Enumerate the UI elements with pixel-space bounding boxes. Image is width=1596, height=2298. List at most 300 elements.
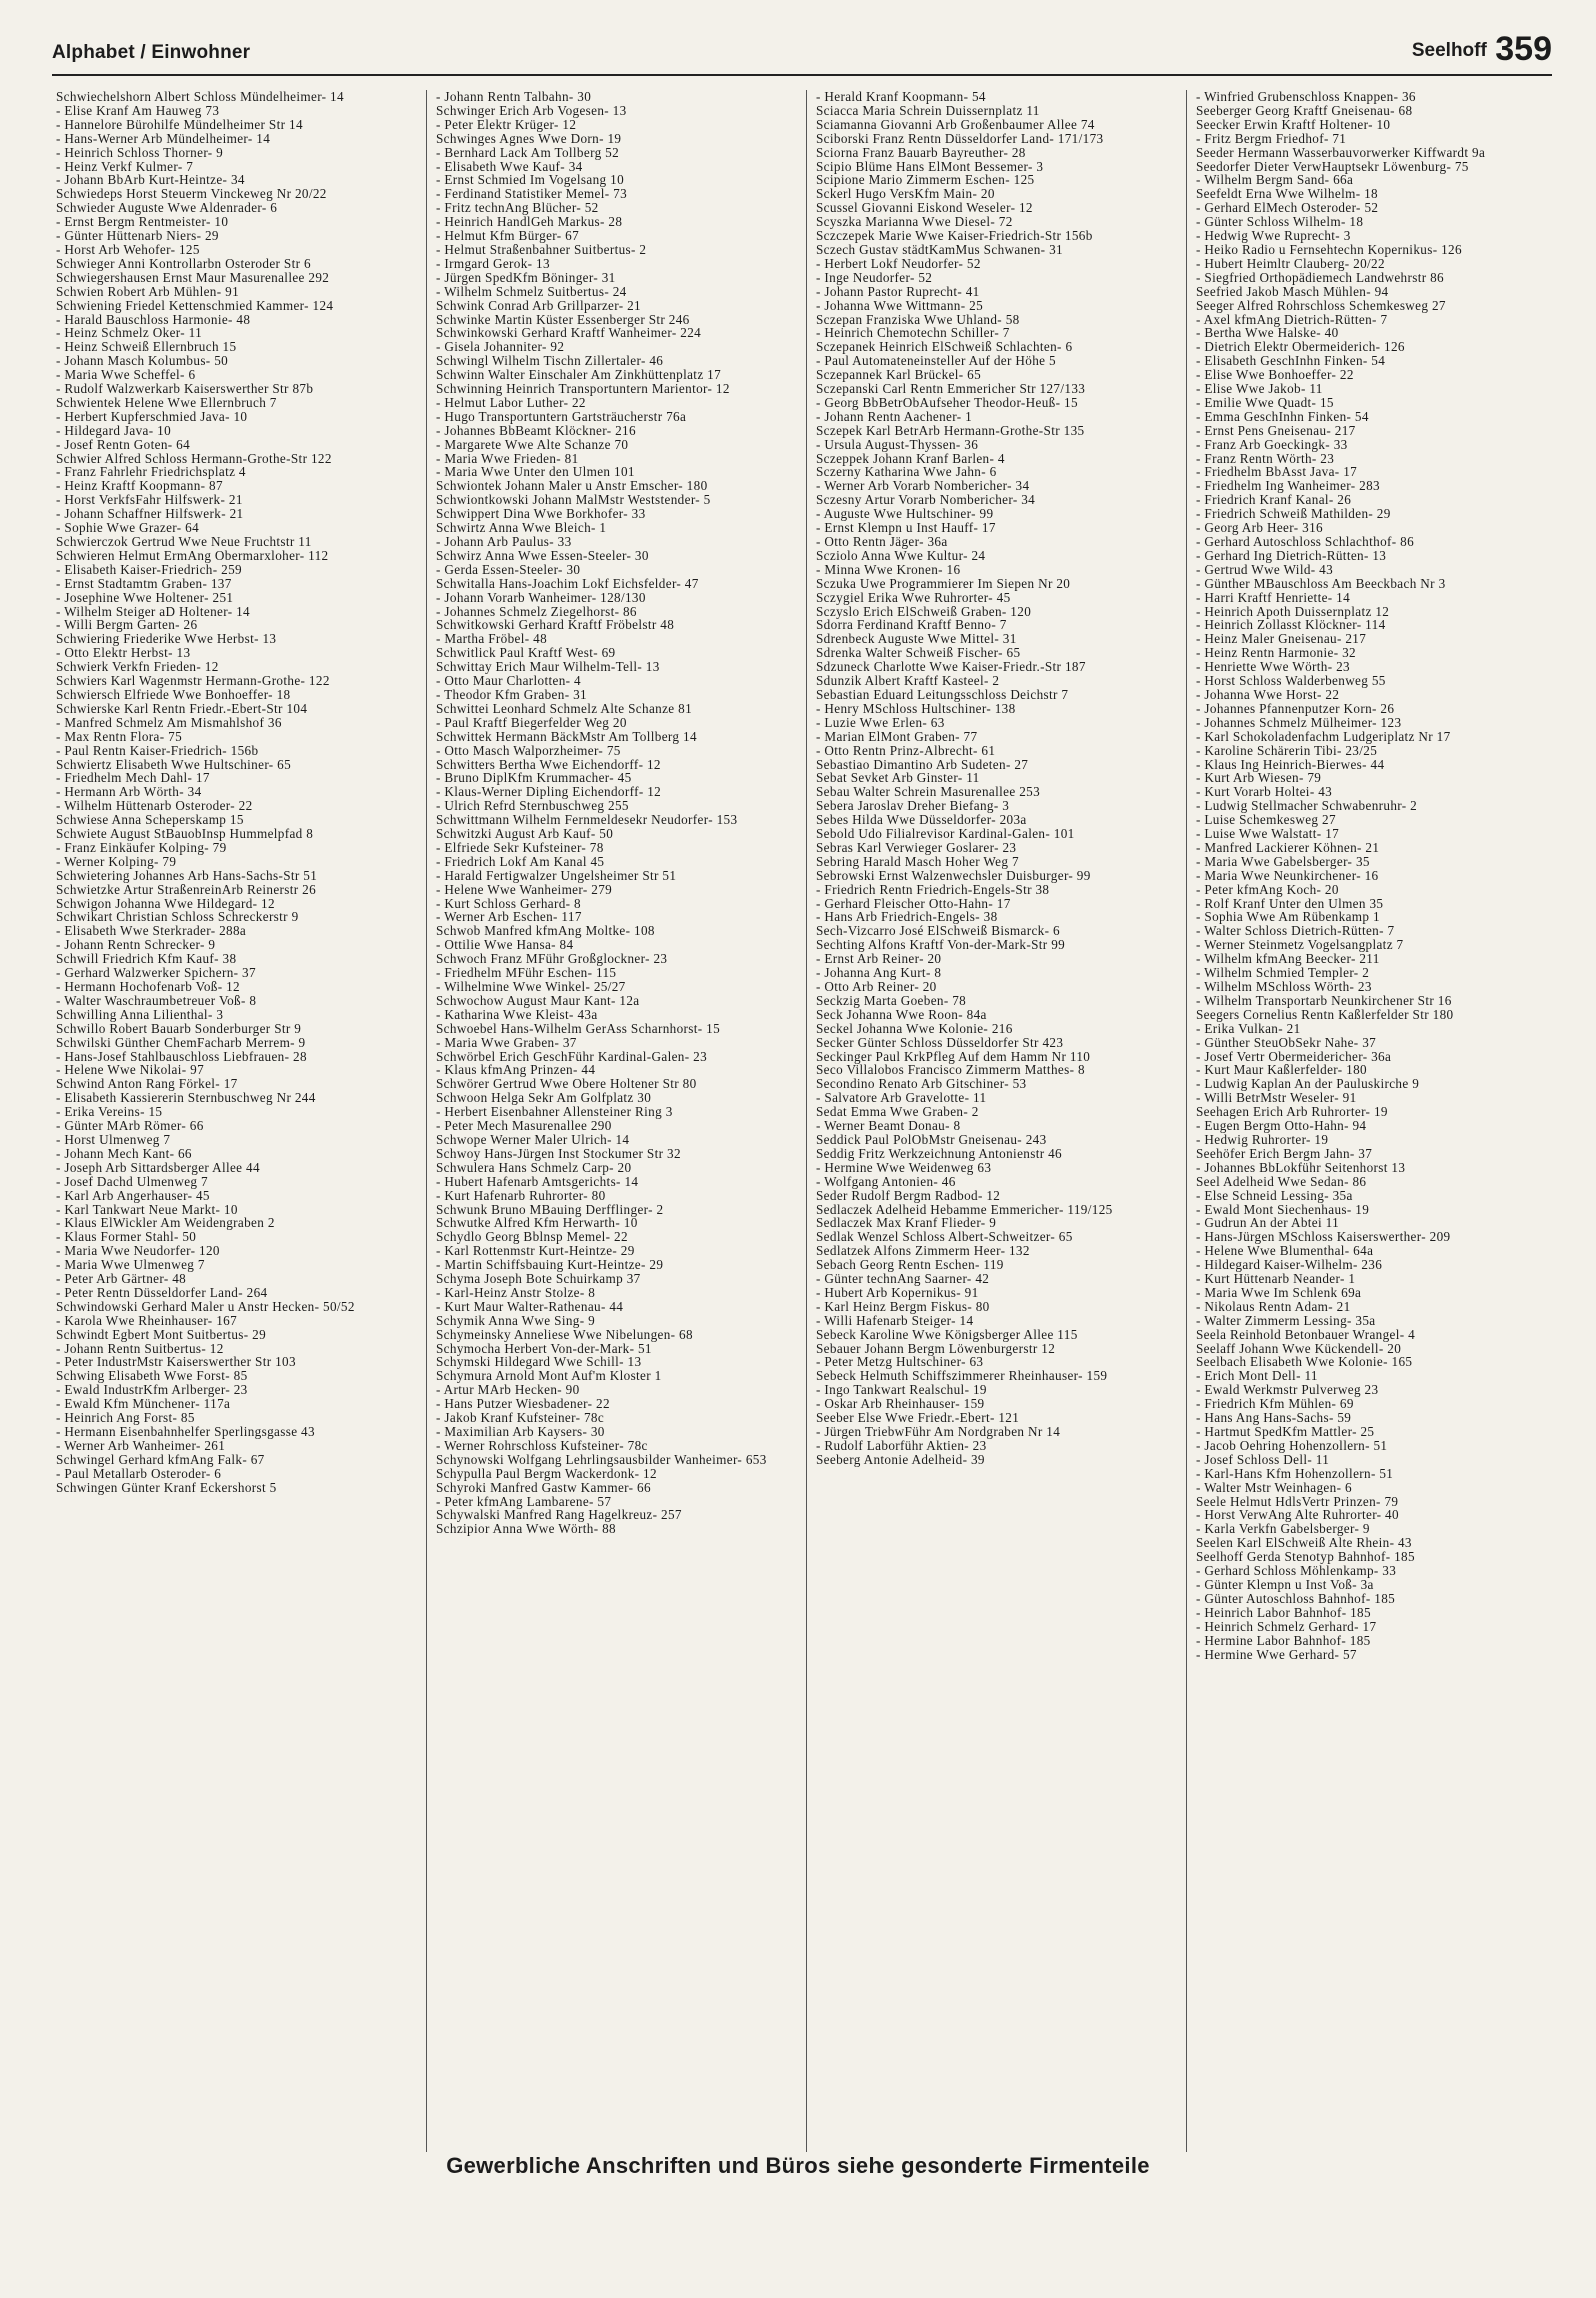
- directory-entry: - Josef Schloss Dell- 11: [1196, 1451, 1330, 1467]
- directory-entry: - Paul Kraftf Biegerfelder Weg 20: [436, 714, 627, 730]
- directory-entry: - Franz Rentn Wörth- 23: [1196, 450, 1335, 466]
- directory-entry: Schwierske Karl Rentn Friedr.-Ebert-Str 104: [56, 700, 308, 716]
- directory-entry: Scyszka Marianna Wwe Diesel- 72: [816, 214, 1013, 230]
- directory-entry: - Siegfried Orthopädiemech Landwehrstr 86: [1196, 269, 1444, 285]
- directory-entry: - Ewald Mont Siechenhaus- 19: [1196, 1201, 1370, 1217]
- header-rule: [52, 74, 1552, 76]
- directory-entry: Schywalski Manfred Rang Hagelkreuz- 257: [436, 1507, 682, 1523]
- directory-entry: - Bruno DiplKfm Krummacher- 45: [436, 770, 632, 786]
- directory-entry: Sczesny Artur Vorarb Nombericher- 34: [816, 492, 1036, 508]
- directory-entry: Schwinger Erich Arb Vogesen- 13: [436, 102, 627, 118]
- directory-entry: - Karola Wwe Rheinhauser- 167: [56, 1312, 238, 1328]
- directory-entry: Schwiechelshorn Albert Schloss Mündelheimer- 14: [56, 90, 344, 104]
- directory-entry: - Werner Beamt Donau- 8: [816, 1118, 961, 1134]
- directory-entry: - Elisabeth Kaiser-Friedrich- 259: [56, 561, 242, 577]
- directory-entry: Schwiersch Elfriede Wwe Bonhoeffer- 18: [56, 686, 291, 702]
- directory-entry: - Friedrich Schweiß Mathilden- 29: [1196, 506, 1391, 522]
- directory-entry: Sciborski Franz Rentn Düsseldorfer Land- 171/173: [816, 130, 1104, 146]
- directory-entry: - Peter IndustrMstr Kaiserswerther Str 103: [56, 1354, 296, 1370]
- directory-entry: Seeger Alfred Rohrschloss Schemkesweg 27: [1196, 297, 1446, 313]
- directory-entry: Schwinkowski Gerhard Kraftf Wanheimer- 224: [436, 325, 702, 341]
- directory-entry: Sczeppek Johann Kranf Barlen- 4: [816, 450, 1005, 466]
- directory-entry: Schwietzke Artur StraßenreinArb Reinerstr 26: [56, 881, 317, 897]
- directory-entry: - Friedhelm Ing Wanheimer- 283: [1196, 478, 1380, 494]
- directory-entry: - Karl Schokoladenfachm Ludgeriplatz Nr 17: [1196, 728, 1451, 744]
- directory-entry: - Otto Masch Walporzheimer- 75: [436, 742, 621, 758]
- directory-column-1: [56, 90, 418, 2152]
- directory-entry: - Heinrich Apoth Duissernplatz 12: [1196, 603, 1390, 619]
- directory-entry: - Fritz Bergm Friedhof- 71: [1196, 130, 1347, 146]
- directory-entry: Sczepannek Karl Brückel- 65: [816, 367, 982, 383]
- directory-entry: - Maximilian Arb Kaysers- 30: [436, 1424, 605, 1439]
- directory-entry: Schwieger Anni Kontrollarbn Osteroder Str 6: [56, 255, 311, 271]
- directory-entry: - Ernst Arb Reiner- 20: [816, 951, 942, 967]
- directory-entry: - Georg BbBetrObAufseher Theodor-Heuß- 15: [816, 394, 1078, 410]
- directory-entry: Schwochow August Maur Kant- 12a: [436, 992, 640, 1008]
- directory-entry: - Erich Mont Dell- 11: [1196, 1368, 1318, 1384]
- directory-entry: - Wilhelm kfmAng Beecker- 211: [1196, 951, 1380, 967]
- directory-entry: Secondino Renato Arb Gitschiner- 53: [816, 1076, 1027, 1092]
- directory-entry: - Kurt Maur Kaßlerfelder- 180: [1196, 1062, 1368, 1078]
- directory-entry: - Wilhelmine Wwe Winkel- 25/27: [436, 979, 626, 994]
- directory-entry: Schwindt Egbert Mont Suitbertus- 29: [56, 1326, 267, 1342]
- directory-entry: - Johann Arb Paulus- 33: [436, 534, 572, 549]
- directory-entry: - Gisela Johanniter- 92: [436, 339, 565, 355]
- directory-entry: - Walter Mstr Weinhagen- 6: [1196, 1479, 1352, 1495]
- directory-entry: - Heinrich Chemotechn Schiller- 7: [816, 325, 1010, 341]
- directory-entry: Sciacca Maria Schrein Duissernplatz 11: [816, 102, 1040, 118]
- directory-entry: Seehagen Erich Arb Ruhrorter- 19: [1196, 1104, 1388, 1120]
- directory-entry: - Heinz Maler Gneisenau- 217: [1196, 631, 1367, 647]
- directory-entry: - Friedrich Rentn Friedrich-Engels-Str 38: [816, 881, 1050, 897]
- directory-entry: - Günter Hüttenarb Niers- 29: [56, 228, 219, 244]
- directory-entry: Schwien Robert Arb Mühlen- 91: [56, 283, 240, 299]
- directory-entry: - Gerhard Autoschloss Schlachthof- 86: [1196, 534, 1415, 549]
- directory-entry: - Friedhelm Mech Dahl- 17: [56, 770, 210, 786]
- directory-entry: - Helmut Straßenbahner Suitbertus- 2: [436, 241, 647, 257]
- directory-entry: Seedorfer Dieter VerwHauptsekr Löwenburg- 75: [1196, 158, 1469, 174]
- directory-entry: Schydlo Georg Bblnsp Memel- 22: [436, 1229, 628, 1245]
- directory-entry: - Jakob Kranf Kufsteiner- 78c: [436, 1410, 605, 1426]
- directory-entry: - Ursula August-Thyssen- 36: [816, 436, 979, 452]
- directory-entry: - Horst Ulmenweg 7: [56, 1131, 171, 1147]
- directory-entry: - Gertrud Wwe Wild- 43: [1196, 561, 1334, 577]
- directory-entry: Schwulera Hans Schmelz Carp- 20: [436, 1159, 632, 1175]
- directory-entry: - Günther MBauschloss Am Beeckbach Nr 3: [1196, 575, 1446, 591]
- directory-entry: - Werner Rohrschloss Kufsteiner- 78c: [436, 1437, 648, 1453]
- directory-entry: - Maria Wwe Im Schlenk 69a: [1196, 1284, 1362, 1300]
- directory-entry: Sdzuneck Charlotte Wwe Kaiser-Friedr.-Str 187: [816, 659, 1086, 675]
- directory-entry: - Horst Arb Wehofer- 125: [56, 241, 200, 257]
- directory-entry: - Günter Klempn u Inst Voß- 3a: [1196, 1576, 1374, 1592]
- directory-entry: - Hermine Wwe Weidenweg 63: [816, 1159, 992, 1175]
- directory-entry: - Otto Rentn Jäger- 36a: [816, 534, 948, 549]
- directory-entry: - Hildegard Java- 10: [56, 422, 172, 438]
- directory-entry: - Gerhard Schloss Möhlenkamp- 33: [1196, 1563, 1397, 1579]
- directory-entry: Schwinn Walter Einschaler Am Zinkhüttenplatz 17: [436, 367, 722, 383]
- directory-entry: - Hedwig Wwe Ruprecht- 3: [1196, 228, 1351, 244]
- directory-entry: - Heinrich Labor Bahnhof- 185: [1196, 1604, 1371, 1620]
- directory-entry: Schwirtz Anna Wwe Bleich- 1: [436, 520, 607, 536]
- directory-entry: - Josephine Wwe Holtener- 251: [56, 589, 234, 605]
- directory-entry: Schwill Friedrich Kfm Kauf- 38: [56, 951, 237, 967]
- directory-entry: Schymeinsky Anneliese Wwe Nibelungen- 68: [436, 1326, 693, 1342]
- directory-entry: - Nikolaus Rentn Adam- 21: [1196, 1298, 1351, 1314]
- directory-entry: Sech-Vizcarro José ElSchweiß Bismarck- 6: [816, 923, 1060, 939]
- directory-entry: - Herbert Eisenbahner Allensteiner Ring 3: [436, 1104, 673, 1120]
- directory-entry: - Günter Schloss Wilhelm- 18: [1196, 214, 1364, 230]
- directory-entry: - Werner Arb Wanheimer- 261: [56, 1437, 226, 1453]
- directory-entry: Seeberger Georg Kraftf Gneisenau- 68: [1196, 102, 1413, 118]
- directory-entry: Seddick Paul PolObMstr Gneisenau- 243: [816, 1131, 1047, 1147]
- directory-entry: - Maria Wwe Unter den Ulmen 101: [436, 464, 635, 480]
- directory-entry: - Oskar Arb Rheinhauser- 159: [816, 1396, 985, 1412]
- directory-entry: Schwittay Erich Maur Wilhelm-Tell- 13: [436, 659, 660, 675]
- directory-entry: Sebes Hilda Wwe Düsseldorfer- 203a: [816, 812, 1027, 828]
- directory-entry: - Hermine Wwe Gerhard- 57: [1196, 1646, 1357, 1662]
- directory-entry: - Werner Kolping- 79: [56, 853, 177, 869]
- directory-entry: - Hartmut SpedKfm Mattler- 25: [1196, 1424, 1375, 1439]
- directory-entry: - Ernst Klempn u Inst Hauff- 17: [816, 520, 996, 536]
- directory-entry: - Werner Steinmetz Vogelsangplatz 7: [1196, 937, 1404, 953]
- directory-entry: - Margarete Wwe Alte Schanze 70: [436, 436, 629, 452]
- directory-entry: Seder Rudolf Bergm Radbod- 12: [816, 1187, 1001, 1203]
- directory-entry: Sedlatzek Alfons Zimmerm Heer- 132: [816, 1243, 1030, 1259]
- directory-entry: - Karl-Heinz Anstr Stolze- 8: [436, 1284, 596, 1300]
- directory-entry: - Luise Wwe Walstatt- 17: [1196, 826, 1340, 842]
- directory-entry: - Theodor Kfm Graben- 31: [436, 686, 587, 702]
- directory-entry: - Hubert Hafenarb Amtsgerichts- 14: [436, 1173, 639, 1189]
- directory-entry: - Wilhelm Hüttenarb Osteroder- 22: [56, 798, 253, 814]
- directory-entry: - Heinz Rentn Harmonie- 32: [1196, 645, 1356, 661]
- directory-entry: - Elisabeth Wwe Sterkrader- 288a: [56, 923, 247, 939]
- directory-entry: - Joseph Arb Sittardsberger Allee 44: [56, 1159, 260, 1175]
- directory-entry: Schwilling Anna Lilienthal- 3: [56, 1006, 224, 1022]
- directory-entry: Schwind Anton Rang Förkel- 17: [56, 1076, 238, 1092]
- directory-entry: - Rolf Kranf Unter den Ulmen 35: [1196, 895, 1384, 911]
- directory-entry: - Gerhard ElMech Osteroder- 52: [1196, 200, 1379, 216]
- directory-entry: - Hildegard Kaiser-Wilhelm- 236: [1196, 1257, 1383, 1273]
- directory-entry: - Paul Rentn Kaiser-Friedrich- 156b: [56, 742, 259, 758]
- directory-entry: - Kurt Hafenarb Ruhrorter- 80: [436, 1187, 606, 1203]
- directory-entry: - Heinrich Schloss Thorner- 9: [56, 144, 224, 160]
- directory-entry: - Friedrich Lokf Am Kanal 45: [436, 853, 605, 869]
- directory-entry: Schwingen Günter Kranf Eckershorst 5: [56, 1479, 277, 1495]
- directory-entry: - Ferdinand Statistiker Memel- 73: [436, 186, 628, 202]
- directory-entry: - Karl Arb Angerhauser- 45: [56, 1187, 210, 1203]
- directory-entry: Schwiering Friederike Wwe Herbst- 13: [56, 631, 277, 647]
- directory-entry: - Johann Vorarb Wanheimer- 128/130: [436, 589, 646, 605]
- directory-entry: - Kurt Maur Walter-Rathenau- 44: [436, 1298, 624, 1314]
- directory-entry: Schwiese Anna Scheperskamp 15: [56, 812, 244, 828]
- directory-entry: Schwierk Verkfn Frieden- 12: [56, 659, 219, 675]
- directory-entry: - Walter Zimmerm Lessing- 35a: [1196, 1312, 1376, 1328]
- directory-entry: Schwindowski Gerhard Maler u Anstr Hecken- 50/52: [56, 1298, 355, 1314]
- directory-entry: - Hans Ang Hans-Sachs- 59: [1196, 1410, 1352, 1426]
- directory-entry: Seelaff Johann Wwe Kückendell- 20: [1196, 1340, 1402, 1356]
- directory-entry: Sedat Emma Wwe Graben- 2: [816, 1104, 979, 1120]
- directory-entry: Sebauer Johann Bergm Löwenburgerstr 12: [816, 1340, 1056, 1356]
- directory-entry: - Minna Wwe Kronen- 16: [816, 561, 961, 577]
- directory-entry: - Irmgard Gerok- 13: [436, 255, 550, 271]
- directory-entry: - Harald Fertigwalzer Ungelsheimer Str 51: [436, 867, 677, 883]
- directory-entry: - Elisabeth Wwe Kauf- 34: [436, 158, 583, 174]
- directory-entry: - Hedwig Ruhrorter- 19: [1196, 1131, 1329, 1147]
- directory-entry: Sczepanek Heinrich ElSchweiß Schlachten- 6: [816, 339, 1073, 355]
- directory-entry: - Franz Arb Goeckingk- 33: [1196, 436, 1348, 452]
- directory-entry: - Helene Wwe Nikolai- 97: [56, 1062, 205, 1078]
- directory-entry: Schwinges Agnes Wwe Dorn- 19: [436, 130, 622, 146]
- directory-entry: - Hermine Labor Bahnhof- 185: [1196, 1632, 1371, 1648]
- directory-entry: Schwoon Helga Sekr Am Golfplatz 30: [436, 1090, 652, 1106]
- directory-entry: - Johann Schaffner Hilfswerk- 21: [56, 506, 244, 522]
- directory-entry: - Ingo Tankwart Realschul- 19: [816, 1382, 987, 1398]
- directory-entry: - Karla Verkfn Gabelsberger- 9: [1196, 1521, 1370, 1537]
- directory-entry: - Elise Wwe Jakob- 11: [1196, 381, 1323, 397]
- directory-entry: Sczyslo Erich ElSchweiß Graben- 120: [816, 603, 1032, 619]
- directory-entry: Schwittmann Wilhelm Fernmeldesekr Neudorfer- 153: [436, 812, 738, 828]
- directory-entry: Sciamanna Giovanni Arb Großenbaumer Allee 74: [816, 116, 1095, 132]
- directory-entry: Scziolo Anna Wwe Kultur- 24: [816, 547, 986, 563]
- directory-column-2: [436, 90, 798, 2152]
- directory-entry: - Ewald IndustrKfm Arlberger- 23: [56, 1382, 248, 1398]
- directory-entry: Schymocha Herbert Von-der-Mark- 51: [436, 1340, 652, 1356]
- directory-entry: Sechting Alfons Kraftf Von-der-Mark-Str 99: [816, 937, 1066, 953]
- directory-entry: - Jürgen SpedKfm Böninger- 31: [436, 269, 616, 285]
- directory-entry: - Maria Wwe Ulmenweg 7: [56, 1257, 205, 1273]
- directory-entry: - Johann Pastor Ruprecht- 41: [816, 283, 980, 299]
- directory-entry: Schymski Hildegard Wwe Schill- 13: [436, 1354, 642, 1370]
- directory-entry: - Wilhelm Transportarb Neunkirchener Str 16: [1196, 992, 1452, 1008]
- directory-entry: - Hubert Arb Kopernikus- 91: [816, 1284, 979, 1300]
- directory-entry: Seckinger Paul KrkPfleg Auf dem Hamm Nr 110: [816, 1048, 1091, 1064]
- directory-entry: - Johanna Wwe Horst- 22: [1196, 686, 1340, 702]
- directory-entry: Sebastian Eduard Leitungsschloss Deichstr 7: [816, 686, 1069, 702]
- directory-entry: - Maria Wwe Graben- 37: [436, 1034, 577, 1050]
- directory-entry: - Johann Rentn Schrecker- 9: [56, 937, 216, 953]
- directory-entry: - Hans-Josef Stahlbauschloss Liebfrauen- 28: [56, 1048, 307, 1064]
- directory-entry: Sebat Sevket Arb Ginster- 11: [816, 770, 980, 786]
- directory-entry: - Hubert Heimltr Clauberg- 20/22: [1196, 255, 1385, 271]
- directory-entry: - Gerhard Walzwerker Spichern- 37: [56, 965, 256, 981]
- directory-entry: Schwiening Friedel Kettenschmied Kammer- 124: [56, 297, 334, 313]
- directory-entry: - Hugo Transportuntern Gartsträucherstr 76a: [436, 408, 687, 424]
- directory-entry: - Winfried Grubenschloss Knappen- 36: [1196, 90, 1416, 104]
- section-title: Alphabet / Einwohner: [52, 42, 251, 63]
- directory-entry: - Hermann Arb Wörth- 34: [56, 784, 202, 800]
- directory-entry: Schyroki Manfred Gastw Kammer- 66: [436, 1479, 651, 1495]
- directory-entry: - Walter Waschraumbetreuer Voß- 8: [56, 992, 257, 1008]
- directory-entry: - Friedrich Kfm Mühlen- 69: [1196, 1396, 1354, 1412]
- directory-entry: Sebold Udo Filialrevisor Kardinal-Galen- 101: [816, 826, 1075, 842]
- header-right: [1412, 30, 1552, 69]
- directory-entry: - Ewald Kfm Münchener- 117a: [56, 1396, 231, 1412]
- directory-entry: Schwiontkowski Johann MalMstr Weststender- 5: [436, 492, 711, 508]
- directory-entry: Scussel Giovanni Eiskond Weseler- 12: [816, 200, 1033, 216]
- directory-entry: - Johannes BbBeamt Klöckner- 216: [436, 422, 636, 438]
- directory-entry: Sebeck Helmuth Schiffszimmerer Rheinhauser- 159: [816, 1368, 1108, 1384]
- directory-entry: - Peter Metzg Hultschiner- 63: [816, 1354, 984, 1370]
- directory-entry: - Heinz Schmelz Oker- 11: [56, 325, 203, 341]
- directory-entry: - Elise Wwe Bonhoeffer- 22: [1196, 367, 1354, 383]
- directory-entry: Sebring Harald Masch Hoher Weg 7: [816, 853, 1019, 869]
- directory-entry: - Max Rentn Flora- 75: [56, 728, 183, 744]
- directory-entry: - Hans Arb Friedrich-Engels- 38: [816, 909, 998, 925]
- directory-entry: Schwinke Martin Küster Essenberger Str 246: [436, 311, 690, 327]
- directory-entry: - Johannes Schmelz Ziegelhorst- 86: [436, 603, 637, 619]
- directory-entry: - Wilhelm Schmied Templer- 2: [1196, 965, 1370, 981]
- directory-entry: Schwippert Dina Wwe Borkhofer- 33: [436, 506, 646, 522]
- directory-entry: - Wolfgang Antonien- 46: [816, 1173, 956, 1189]
- directory-entry: - Gerhard Fleischer Otto-Hahn- 17: [816, 895, 1011, 911]
- directory-entry: Seegers Cornelius Rentn Kaßlerfelder Str 180: [1196, 1006, 1454, 1022]
- directory-entry: - Elise Kranf Am Hauweg 73: [56, 102, 220, 118]
- directory-entry: - Heinrich Ang Forst- 85: [56, 1410, 195, 1426]
- directory-entry: - Peter Mech Masurenallee 290: [436, 1118, 612, 1134]
- directory-entry: Schymik Anna Wwe Sing- 9: [436, 1312, 596, 1328]
- directory-entry: - Helene Wwe Wanheimer- 279: [436, 881, 613, 897]
- directory-entry: - Herald Kranf Koopmann- 54: [816, 90, 986, 104]
- footer-note: Gewerbliche Anschriften und Büros siehe gesonderte Firmenteile: [446, 2153, 1150, 2178]
- directory-entry: - Kurt Vorarb Holtei- 43: [1196, 784, 1333, 800]
- directory-entry: - Maria Wwe Scheffel- 6: [56, 367, 196, 383]
- directory-entry: - Peter kfmAng Koch- 20: [1196, 881, 1339, 897]
- directory-entry: - Martin Schiffsbauing Kurt-Heintze- 29: [436, 1257, 664, 1273]
- directory-entry: Sdunzik Albert Kraftf Kasteel- 2: [816, 673, 1000, 689]
- directory-entry: - Karoline Schärerin Tibi- 23/25: [1196, 742, 1378, 758]
- directory-entry: Seel Adelheid Wwe Sedan- 86: [1196, 1173, 1367, 1189]
- directory-entry: Sczuka Uwe Programmierer Im Siepen Nr 20: [816, 575, 1071, 591]
- directory-entry: Sczerny Katharina Wwe Jahn- 6: [816, 464, 997, 480]
- directory-entry: Seckel Johanna Wwe Kolonie- 216: [816, 1020, 1013, 1036]
- directory-entry: - Ernst Schmied Im Vogelsang 10: [436, 172, 625, 188]
- directory-entry: Sciorna Franz Bauarb Bayreuther- 28: [816, 144, 1026, 160]
- directory-entry: Schwörbel Erich GeschFühr Kardinal-Galen- 23: [436, 1048, 708, 1064]
- directory-entry: Schwinning Heinrich Transportuntern Marientor- 12: [436, 381, 730, 397]
- directory-entry: Schwittei Leonhard Schmelz Alte Schanze 81: [436, 700, 693, 716]
- directory-entry: - Manfred Lackierer Köhnen- 21: [1196, 839, 1380, 855]
- directory-entry: - Peter Rentn Düsseldorfer Land- 264: [56, 1284, 268, 1300]
- directory-entry: - Klaus ElWickler Am Weidengraben 2: [56, 1215, 275, 1231]
- directory-entry: - Horst VerkfsFahr Hilfswerk- 21: [56, 492, 243, 508]
- directory-entry: Schwitlick Paul Kraftf West- 69: [436, 645, 616, 661]
- directory-entry: Seecker Erwin Kraftf Holtener- 10: [1196, 116, 1391, 132]
- directory-entry: - Else Schneid Lessing- 35a: [1196, 1187, 1353, 1203]
- directory-entry: - Johann BbArb Kurt-Heintze- 34: [56, 172, 245, 188]
- directory-entry: - Günther SteuObSekr Nahe- 37: [1196, 1034, 1377, 1050]
- directory-entry: - Josef Vertr Obermeidericher- 36a: [1196, 1048, 1392, 1064]
- directory-entry: - Karl Tankwart Neue Markt- 10: [56, 1201, 238, 1217]
- directory-entry: - Hermann Hochofenarb Voß- 12: [56, 979, 240, 994]
- directory-entry: Scipione Mario Zimmerm Eschen- 125: [816, 172, 1035, 188]
- directory-entry: Schwiedeps Horst Steuerm Vinckeweg Nr 20/22: [56, 186, 327, 202]
- directory-entry: - Karl Rottenmstr Kurt-Heintze- 29: [436, 1243, 635, 1259]
- directory-entry: Seehöfer Erich Bergm Jahn- 37: [1196, 1145, 1373, 1161]
- directory-entry: - Ernst Pens Gneisenau- 217: [1196, 422, 1356, 438]
- directory-entry: - Josef Dachd Ulmenweg 7: [56, 1173, 208, 1189]
- directory-entry: - Luise Schemkesweg 27: [1196, 812, 1336, 828]
- directory-entry: Schwikart Christian Schloss Schreckerstr 9: [56, 909, 299, 925]
- directory-entry: Schwingl Wilhelm Tischn Zillertaler- 46: [436, 353, 664, 369]
- directory-entry: Seefried Jakob Masch Mühlen- 94: [1196, 283, 1389, 299]
- directory-entry: Sebera Jaroslav Dreher Biefang- 3: [816, 798, 1010, 814]
- directory-entry: - Gudrun An der Abtei 11: [1196, 1215, 1340, 1231]
- directory-entry: - Kurt Arb Wiesen- 79: [1196, 770, 1322, 786]
- directory-entry: - Inge Neudorfer- 52: [816, 269, 933, 285]
- directory-entry: - Hermann Eisenbahnhelfer Sperlingsgasse 43: [56, 1424, 315, 1439]
- directory-entry: - Fritz technAng Blücher- 52: [436, 200, 599, 216]
- directory-entry: - Günter Autoschloss Bahnhof- 185: [1196, 1590, 1396, 1606]
- directory-entry: Sczepanski Carl Rentn Emmericher Str 127/133: [816, 381, 1086, 397]
- directory-entry: Seeber Else Wwe Friedr.-Ebert- 121: [816, 1410, 1020, 1426]
- directory-entry: Schwiers Karl Wagenmstr Hermann-Grothe- 122: [56, 673, 330, 689]
- directory-entry: Schwieren Helmut ErmAng Obermarxloher- 112: [56, 547, 329, 563]
- directory-entry: Schwitzki August Arb Kauf- 50: [436, 826, 614, 842]
- column-divider: [426, 90, 427, 2152]
- directory-entry: Schwirz Anna Wwe Essen-Steeler- 30: [436, 547, 649, 563]
- directory-entry: Scipio Blüme Hans ElMont Bessemer- 3: [816, 158, 1044, 174]
- directory-entry: - Heinz Kraftf Koopmann- 87: [56, 478, 223, 494]
- directory-entry: Sdrenka Walter Schweiß Fischer- 65: [816, 645, 1021, 661]
- directory-entry: - Bertha Wwe Halske- 40: [1196, 325, 1339, 341]
- directory-entry: Sczczepek Marie Wwe Kaiser-Friedrich-Str 156b: [816, 228, 1093, 244]
- directory-entry: - Ottilie Wwe Hansa- 84: [436, 937, 574, 953]
- directory-entry: - Johann Mech Kant- 66: [56, 1145, 192, 1161]
- directory-entry: Schwörer Gertrud Wwe Obere Holtener Str 80: [436, 1076, 697, 1092]
- directory-entry: Seelen Karl ElSchweiß Alte Rhein- 43: [1196, 1535, 1412, 1551]
- directory-entry: - Willi Bergm Garten- 26: [56, 617, 198, 633]
- column-divider: [1186, 90, 1187, 2152]
- directory-entry: - Elisabeth Kassiererin Sternbuschweg Nr 244: [56, 1090, 316, 1106]
- directory-entry: - Gerhard Ing Dietrich-Rütten- 13: [1196, 547, 1387, 563]
- directory-entry: - Henry MSchloss Hultschiner- 138: [816, 700, 1016, 716]
- directory-entry: Schwoy Hans-Jürgen Inst Stockumer Str 32: [436, 1145, 681, 1161]
- directory-entry: Schwing Elisabeth Wwe Forst- 85: [56, 1368, 248, 1384]
- page-header: [52, 30, 1552, 68]
- directory-entry: Schwigon Johanna Wwe Hildegard- 12: [56, 895, 275, 911]
- directory-entry: Schwiontek Johann Maler u Anstr Emscher- 180: [436, 478, 708, 494]
- directory-entry: Schwope Werner Maler Ulrich- 14: [436, 1131, 630, 1147]
- directory-entry: - Kurt Hüttenarb Neander- 1: [1196, 1271, 1356, 1287]
- directory-entry: - Dietrich Elektr Obermeiderich- 126: [1196, 339, 1405, 355]
- directory-entry: - Walter Schloss Dietrich-Rütten- 7: [1196, 923, 1395, 939]
- directory-entry: - Georg Arb Heer- 316: [1196, 520, 1323, 536]
- directory-entry: - Rudolf Walzwerkarb Kaiserswerther Str 87b: [56, 381, 314, 397]
- directory-column-4: [1196, 90, 1558, 2152]
- directory-entry: - Hans-Jürgen MSchloss Kaiserswerther- 209: [1196, 1229, 1451, 1245]
- directory-entry: - Johann Masch Kolumbus- 50: [56, 353, 229, 369]
- directory-entry: Seefeldt Erna Wwe Wilhelm- 18: [1196, 186, 1378, 202]
- directory-entry: Schwitalla Hans-Joachim Lokf Eichsfelder- 47: [436, 575, 699, 591]
- directory-entry: - Johanna Ang Kurt- 8: [816, 965, 942, 981]
- directory-entry: Sedlaczek Adelheid Hebamme Emmericher- 119/125: [816, 1201, 1113, 1217]
- directory-entry: - Günter technAng Saarner- 42: [816, 1271, 990, 1287]
- directory-entry: Schwink Conrad Arb Grillparzer- 21: [436, 297, 642, 313]
- directory-entry: Schzipior Anna Wwe Wörth- 88: [436, 1521, 616, 1537]
- directory-entry: - Ulrich Refrd Sternbuschweg 255: [436, 798, 629, 814]
- directory-entry: - Erika Vulkan- 21: [1196, 1020, 1301, 1036]
- directory-entry: - Axel kfmAng Dietrich-Rütten- 7: [1196, 311, 1388, 327]
- directory-entry: Sedlaczek Max Kranf Flieder- 9: [816, 1215, 997, 1231]
- directory-entry: Schwiete August StBauobInsp Hummelpfad 8: [56, 826, 314, 842]
- directory-entry: - Bernhard Lack Am Tollberg 52: [436, 144, 620, 160]
- directory-entry: - Franz Fahrlehr Friedrichsplatz 4: [56, 464, 246, 480]
- directory-entry: - Eugen Bergm Otto-Hahn- 94: [1196, 1118, 1367, 1134]
- directory-entry: Schwitters Bertha Wwe Eichendorff- 12: [436, 756, 661, 772]
- directory-entry: - Heinrich HandlGeh Markus- 28: [436, 214, 623, 230]
- directory-entry: - Wilhelm Steiger aD Holtener- 14: [56, 603, 250, 619]
- directory-entry: - Ernst Stadtamtm Graben- 137: [56, 575, 232, 591]
